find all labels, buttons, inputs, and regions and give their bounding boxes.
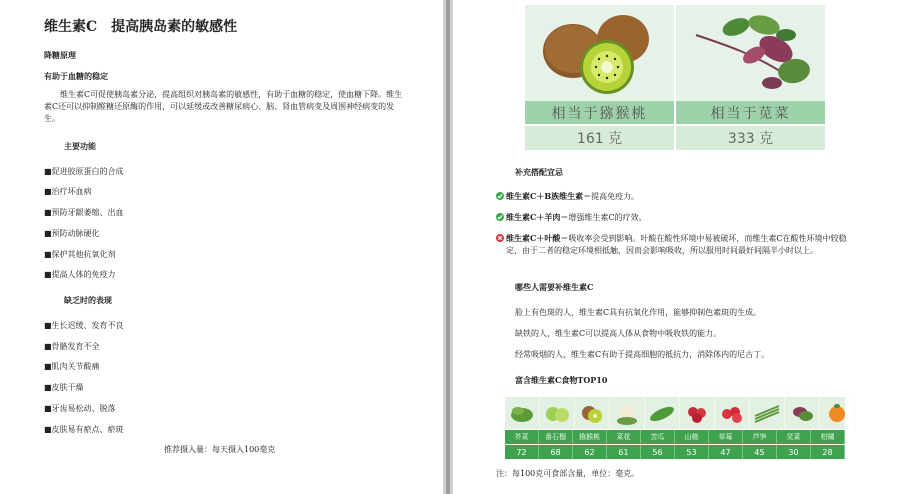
function-item: ■预防牙龈萎缩、出血 (44, 208, 124, 217)
intake-note: 推荐摄入量：每天摄入100毫克 (164, 445, 276, 454)
amaranth-small-image (785, 397, 820, 429)
combo-text: ＝提高免疫力。 (583, 192, 640, 201)
top10-value: 72 (505, 445, 539, 459)
deficiency-item: ■生长迟缓、发育不良 (44, 321, 124, 330)
top10-value: 30 (777, 445, 811, 459)
top10-value: 53 (675, 445, 709, 459)
top10-value: 47 (709, 445, 743, 459)
top10-value: 56 (641, 445, 675, 459)
function-item: ■预防动脉硬化 (44, 229, 100, 238)
function-item: ■促进胶原蛋白的合成 (44, 167, 124, 176)
top10-table (505, 397, 845, 459)
top10-name: 山楂 (675, 430, 709, 444)
mustard-greens-image (505, 397, 540, 429)
top10-name: 苋菜 (777, 430, 811, 444)
deficiency-item: ■皮肤易有瘀点、瘀斑 (44, 425, 124, 434)
combo-bold: 维生素C＋叶酸 (506, 233, 561, 243)
guava-image (540, 397, 575, 429)
cauliflower-image (610, 397, 645, 429)
top10-name: 草莓 (709, 430, 743, 444)
deficiency-item: ■骨骼发育不全 (44, 342, 100, 351)
food-card-amount: 333 克 (676, 126, 825, 150)
top10-name: 芥菜 (505, 430, 539, 444)
top10-images-row (505, 397, 845, 429)
top10-value: 61 (607, 445, 641, 459)
right-page (453, 0, 898, 494)
top10-name: 菜花 (607, 430, 641, 444)
combo-heading: 补充搭配宜忌 (515, 167, 563, 177)
top10-value: 45 (743, 445, 777, 459)
people-heading: 哪些人需要补维生素C (515, 282, 594, 292)
combo-bold: 维生素C＋B族维生素 (506, 191, 584, 201)
combo-text: ＝增强维生素C的疗效。 (560, 213, 647, 222)
function-item: ■治疗坏血病 (44, 187, 92, 196)
top10-values-row (505, 445, 845, 459)
people-item: 缺铁的人，维生素C可以提高人体从食物中吸收铁的能力。 (515, 329, 722, 338)
food-card-label: 相当于猕猴桃 (525, 101, 674, 124)
section-subheading-stability: 有助于血糖的稳定 (44, 71, 108, 81)
combo-text: ＝吸收率会受到影响。叶酸在酸性环境中易被破坏，而维生素C在酸性环境中较稳定，由于二者的稳定环境相抵触，因而会影响吸收，所以服用时间最好间隔半小时以上。 (506, 234, 847, 255)
food-card-amaranth (676, 5, 825, 150)
top10-names-row (505, 430, 845, 444)
kiwi-image (525, 5, 674, 101)
page-title: 维生素C 提高胰岛素的敏感性 (44, 19, 238, 35)
functions-heading: 主要功能 (64, 141, 96, 151)
kiwi-small-image (575, 397, 610, 429)
deficiency-item: ■牙齿易松动、脱落 (44, 404, 116, 413)
combo-item-bad (496, 232, 856, 257)
strawberry-image (715, 397, 750, 429)
book-gutter (443, 0, 453, 494)
top10-name: 柑橘 (811, 430, 845, 444)
amaranth-image (676, 5, 825, 101)
top10-name: 番石榴 (539, 430, 573, 444)
top10-heading: 富含维生素C食物TOP10 (515, 375, 608, 385)
combo-bold: 维生素C＋羊肉 (506, 212, 561, 222)
top10-name: 猕猴桃 (573, 430, 607, 444)
people-item: 经常吸烟的人，维生素C有助于提高细胞的抵抗力，消除体内的尼古丁。 (515, 350, 770, 359)
food-equivalent-cards (525, 5, 825, 150)
bitter-melon-image (645, 397, 680, 429)
top10-name: 苦瓜 (641, 430, 675, 444)
hawthorn-image (680, 397, 715, 429)
check-icon (496, 192, 504, 200)
asparagus-image (750, 397, 785, 429)
people-item: 脸上有色斑的人，维生素C具有抗氧化作用，能够抑制色素斑的生成。 (515, 308, 762, 317)
deficiency-heading: 缺乏时的表现 (64, 295, 112, 305)
orange-image (820, 397, 855, 429)
principle-paragraph: 维生素C可促使胰岛素分泌，提高组织对胰岛素的敏感性，有助于血糖的稳定，使血糖下降。维生素C还可以抑制醛糖还原酶的作用，可以延缓或改善糖尿病心、脑、肾血管病变及周围神经病变的发生。 (44, 90, 403, 123)
function-item: ■保护其他抗氧化剂 (44, 250, 116, 259)
check-icon (496, 213, 504, 221)
footnote: 注：每100克可食部含量，单位：毫克。 (496, 469, 640, 478)
food-card-kiwi (525, 5, 674, 150)
top10-name: 芦笋 (743, 430, 777, 444)
food-card-amount: 161 克 (525, 126, 674, 150)
combo-item-good (496, 190, 856, 203)
top10-value: 68 (539, 445, 573, 459)
combo-item-good (496, 211, 856, 224)
function-item: ■提高人体的免疫力 (44, 270, 116, 279)
food-card-label: 相当于苋菜 (676, 101, 825, 124)
cross-icon (496, 234, 504, 242)
left-page (0, 0, 443, 494)
deficiency-item: ■肌肉关节酸痛 (44, 362, 100, 371)
deficiency-item: ■皮肤干燥 (44, 383, 84, 392)
top10-value: 62 (573, 445, 607, 459)
top10-value: 28 (811, 445, 845, 459)
section-heading-principle: 降糖原理 (44, 50, 76, 60)
